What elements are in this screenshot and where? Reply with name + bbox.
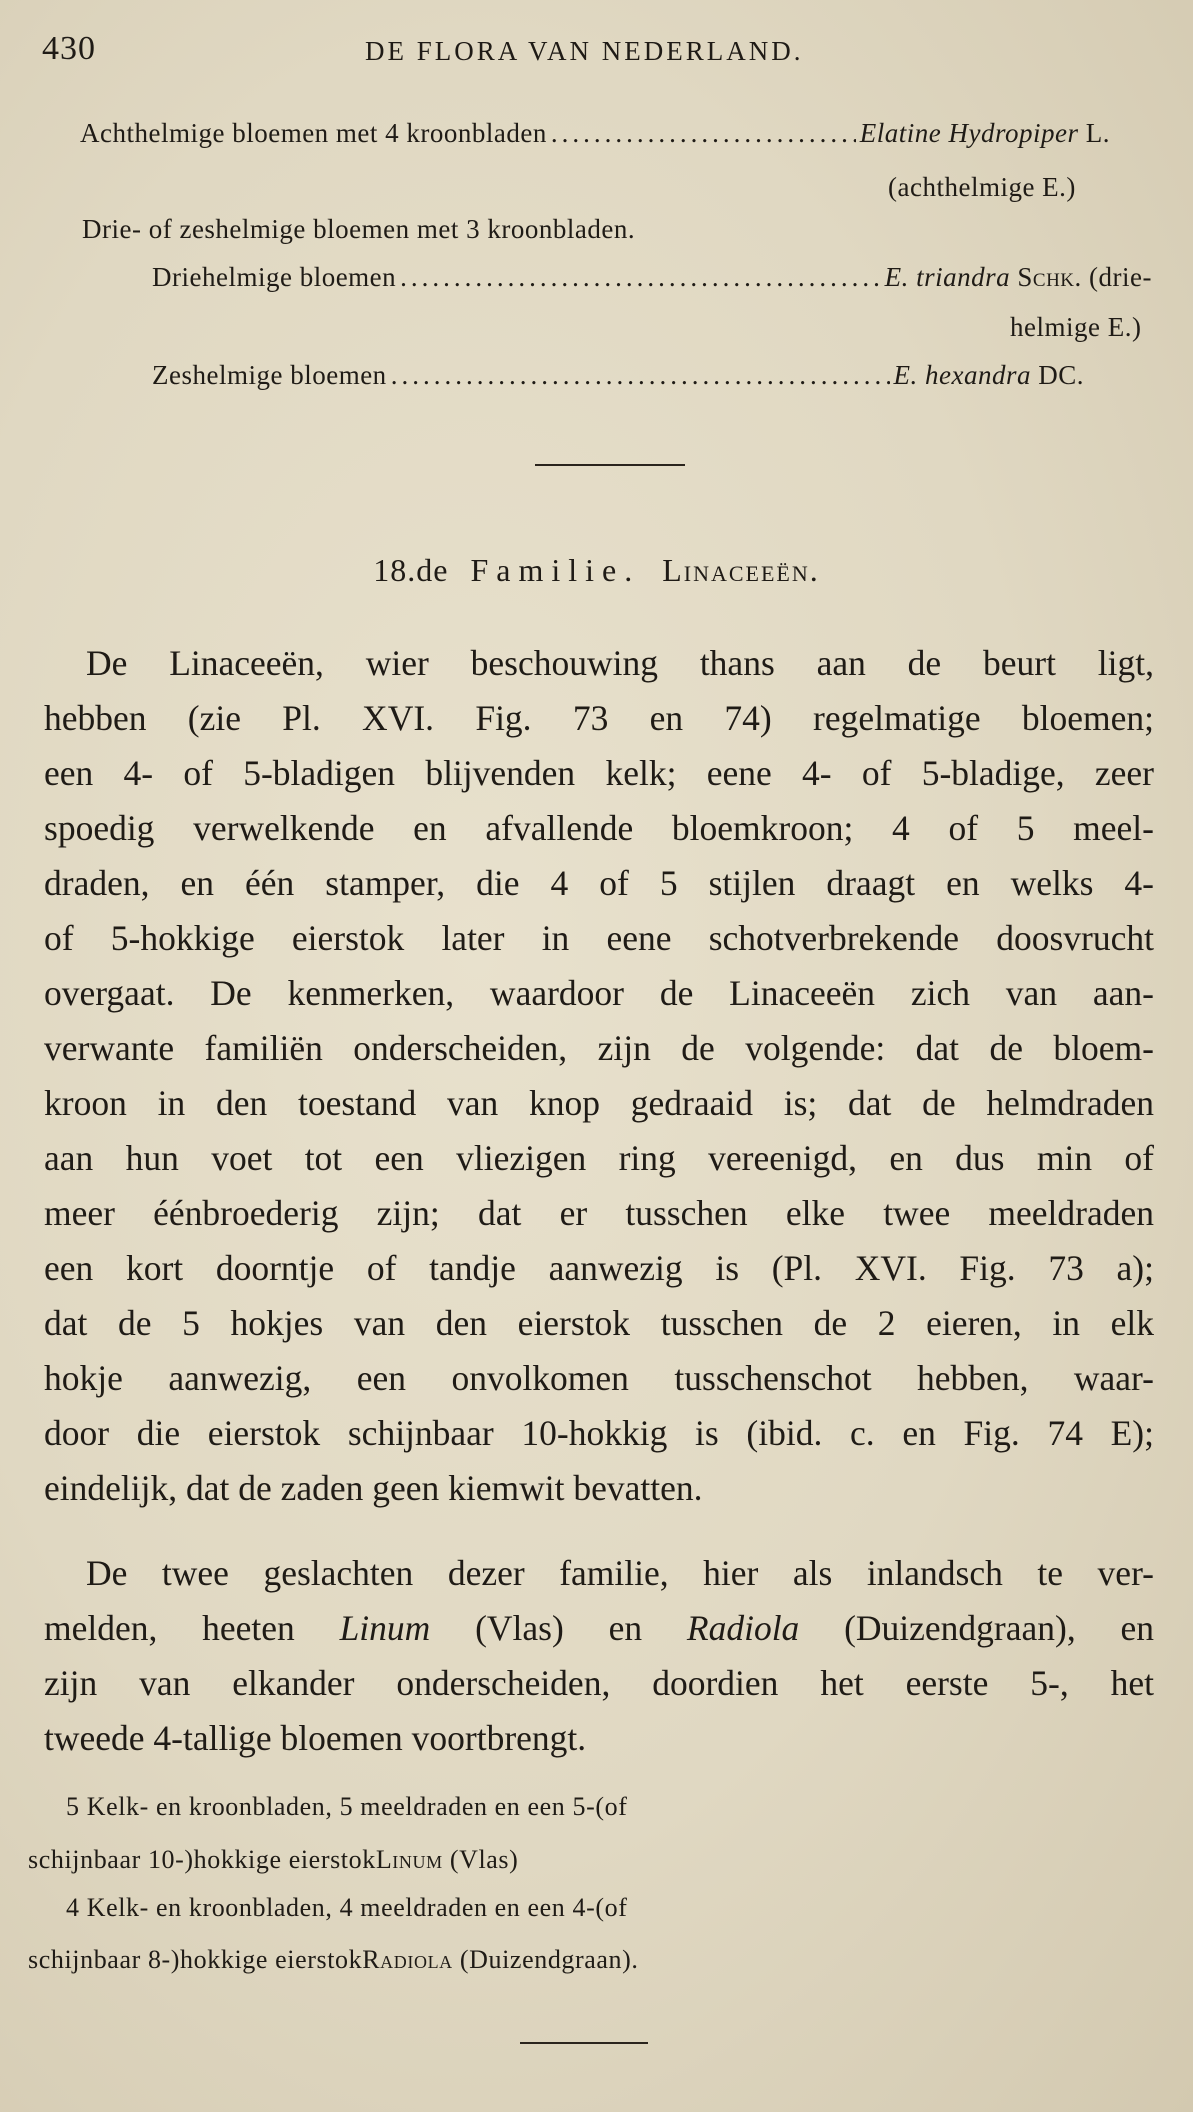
key-row-5-kelk: 5 Kelk- en kroonbladen, 5 meeldraden en een 5-(of [66, 1792, 628, 1821]
key-row-linum [28, 1845, 1018, 1875]
text-line: hokje aanwezig, een onvolkomen tusschenschot hebben, waar- [44, 1358, 1154, 1398]
text-fragment: (Duizendgraan), en [844, 1608, 1154, 1648]
family-heading [0, 552, 1193, 589]
key-text: Driehelmige bloemen [152, 262, 397, 292]
running-title: DE FLORA VAN NEDERLAND. [365, 36, 804, 66]
text-line: overgaat. De kenmerken, waardoor de Linaceeën zich van aan- [44, 973, 1154, 1013]
text-fragment: melden, heeten [44, 1608, 295, 1648]
text-line: hebben (zie Pl. XVI. Fig. 73 en 74) regelmatige bloemen; [44, 698, 1154, 738]
family-word: Familie. [470, 552, 641, 588]
end-rule [520, 2042, 648, 2044]
key-genus: Linum [375, 1845, 443, 1874]
key-row-driehelmige [152, 262, 1152, 293]
key-genus: Radiola [362, 1945, 453, 1974]
text-line: meer éénbroederig zijn; dat er tusschen elke twee meeldraden [44, 1193, 1154, 1233]
key-row-4-kelk: 4 Kelk- en kroonbladen, 4 meeldraden en een 4-(of [66, 1893, 628, 1922]
leader-dots [391, 360, 890, 391]
key-text: Achthelmige bloemen met 4 kroonbladen [80, 118, 547, 148]
paragraph-linaceeen-description [44, 636, 1154, 1516]
text-line: of 5-hokkige eierstok later in eene schotverbrekende doosvrucht [44, 918, 1154, 958]
key-row-achthelmige-cont: (achthelmige E.) [888, 172, 1076, 202]
text-line: een 4- of 5-bladigen blijvenden kelk; eene 4- of 5-bladige, zeer [44, 753, 1154, 793]
paragraph-genera [44, 1546, 1154, 1766]
text-line: aan hun voet tot een vliezigen ring vereenigd, en dus min of [44, 1138, 1154, 1178]
text-line: tweede 4-tallige bloemen voortbrengt. [44, 1718, 587, 1758]
key-row-achthelmige [80, 118, 1110, 149]
key-genus: Elatine Hydropiper [859, 118, 1079, 148]
key-genus: E. triandra [884, 262, 1011, 292]
genus-linum: Linum [339, 1608, 431, 1648]
key-common-name: (Vlas) [449, 1845, 519, 1874]
key-author: DC. [1038, 360, 1084, 390]
genus-radiola: Radiola [686, 1608, 800, 1648]
family-name: Linaceeën. [662, 552, 820, 588]
text-line: spoedig verwelkende en afvallende bloemkroon; 4 of 5 meel- [44, 808, 1154, 848]
text-fragment: (Vlas) en [475, 1608, 643, 1648]
key-common-name: (Duizendgraan). [459, 1945, 639, 1974]
text-line: dat de 5 hokjes van den eierstok tusschen de 2 eieren, in elk [44, 1303, 1154, 1343]
text-line: De twee geslachten dezer familie, hier als inlandsch te ver- [86, 1553, 1154, 1593]
leader-dots [400, 262, 880, 293]
text-line: zijn van elkander onderscheiden, doordien het eerste 5-, het [44, 1663, 1154, 1703]
section-rule [535, 464, 685, 466]
key-row-drie-zeshelmige: Drie- of zeshelmige bloemen met 3 kroonbladen. [82, 214, 636, 244]
leader-dots [551, 118, 856, 149]
text-line: draden, en één stamper, die 4 of 5 stijlen draagt en welks 4- [44, 863, 1154, 903]
text-line-genera [44, 1601, 1154, 1656]
page-number: 430 [42, 30, 96, 67]
key-text: schijnbaar 8-)hokkige eierstok [28, 1945, 363, 1974]
family-number: 18.de [373, 552, 449, 588]
text-line: door die eierstok schijnbaar 10-hokkig is (ibid. c. en Fig. 74 E); [44, 1413, 1154, 1453]
key-text-tail: (drie- [1089, 262, 1152, 292]
text-line: kroon in den toestand van knop gedraaid is; dat de helmdraden [44, 1083, 1154, 1123]
text-line: De Linaceeën, wier beschouwing thans aan de beurt ligt, [86, 643, 1154, 683]
text-line: een kort doorntje of tandje aanwezig is (Pl. XVI. Fig. 73 a); [44, 1248, 1154, 1288]
key-author: L. [1085, 118, 1110, 148]
key-genus: E. hexandra [893, 360, 1031, 390]
key-row-zeshelmige [152, 360, 1084, 391]
key-row-radiola [28, 1945, 1158, 1975]
text-line: verwante familiën onderscheiden, zijn de volgende: dat de bloem- [44, 1028, 1154, 1068]
text-line: eindelijk, dat de zaden geen kiemwit bevatten. [44, 1468, 703, 1508]
key-row-driehelmige-cont: helmige E.) [1010, 312, 1142, 342]
key-text: Zeshelmige bloemen [152, 360, 387, 390]
key-author: Schk. [1017, 262, 1082, 292]
key-text: schijnbaar 10-)hokkige eierstok [28, 1845, 376, 1874]
